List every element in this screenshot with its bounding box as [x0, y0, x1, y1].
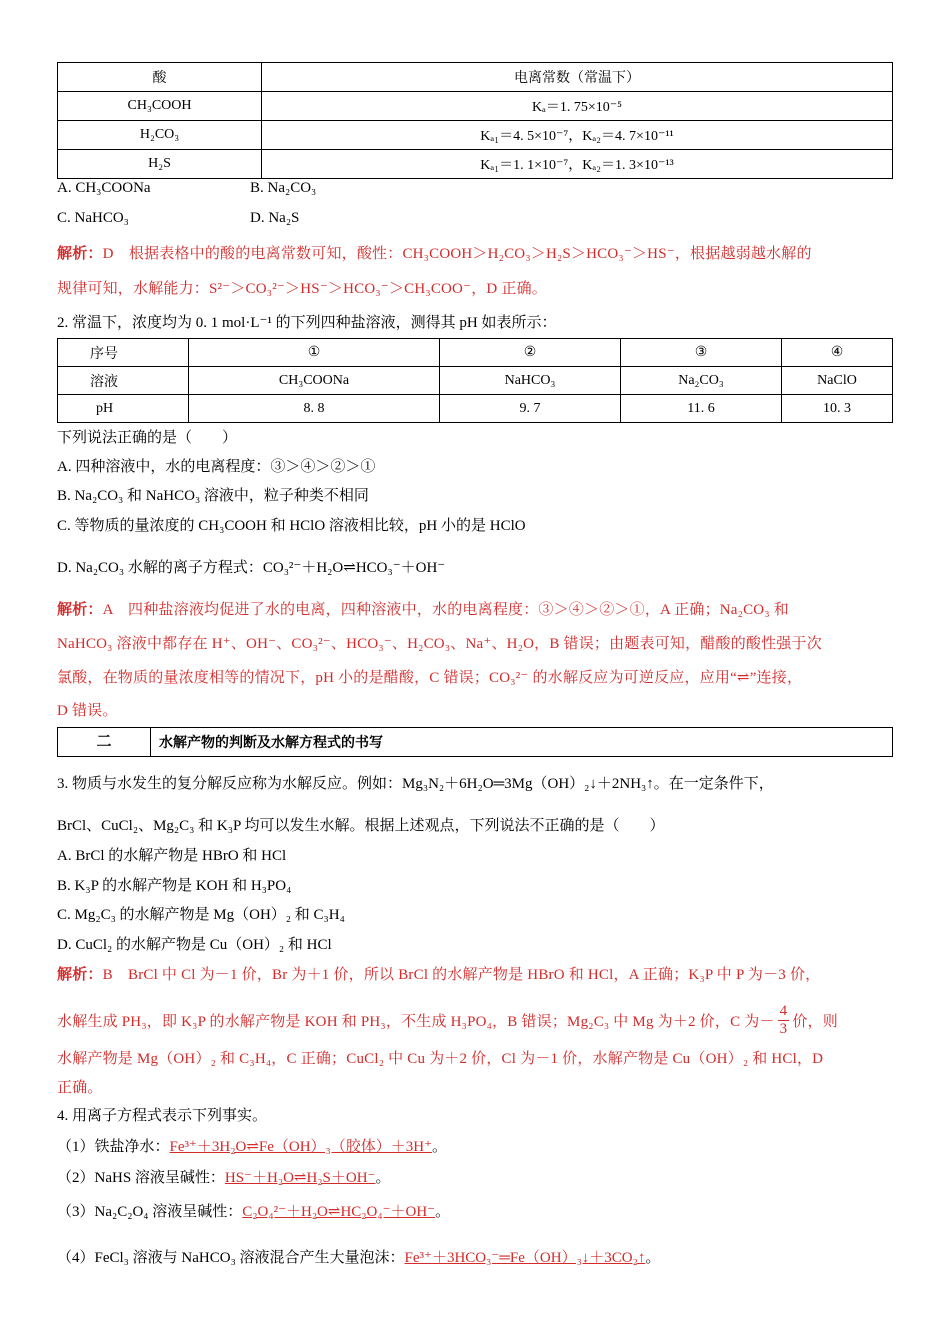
option-d: D. Na₂CO₃ 水解的离子方程式：CO₃²⁻＋H₂O⇌HCO₃⁻＋OH⁻ [57, 560, 446, 576]
q3-stem-line2: BrCl、CuCl₂、Mg₂C₃ 和 K₃P 均可以发生水解。根据上述观点，下列说法不正确的是（ ） [57, 818, 665, 834]
table-cell: Kₐ₁＝1. 1×10⁻⁷，Kₐ₂＝1. 3×10⁻¹³ [262, 150, 893, 179]
option-c: C. NaHCO₃ [57, 210, 129, 226]
table-cell: H₂S [58, 150, 262, 179]
table-cell: ② [440, 339, 621, 367]
acid-constant-table [57, 62, 893, 179]
table-cell: pH [58, 395, 189, 423]
q2-answer-line4: D 错误。 [57, 703, 118, 719]
q4-stem: 4. 用离子方程式表示下列事实。 [57, 1108, 268, 1124]
table-cell: CH₃COOH [58, 92, 262, 121]
answer-equation: Fe³⁺＋3H₂O⇌Fe（OH）₃（胶体）＋3H⁺ [169, 1139, 433, 1155]
option-c: C. 等物质的量浓度的 CH₃COOH 和 HClO 溶液相比较，pH 小的是 HClO [57, 518, 526, 534]
table-header-cell: 电离常数（常温下） [262, 63, 893, 92]
option-b: B. Na₂CO₃ 和 NaHCO₃ 溶液中，粒子种类不相同 [57, 488, 369, 504]
option-a: A. BrCl 的水解产物是 HBrO 和 HCl [57, 848, 287, 864]
option-b: B. K₃P 的水解产物是 KOH 和 H₃PO₄ [57, 878, 292, 894]
table-cell: 序号 [58, 339, 189, 367]
option-c: C. Mg₂C₃ 的水解产物是 Mg（OH）₂ 和 C₃H₄ [57, 907, 345, 923]
q3-answer-line2 [57, 1005, 893, 1040]
q3-answer-line3: 水解产物是 Mg（OH）₂ 和 C₃H₄，C 正确；CuCl₂ 中 Cu 为＋2 价，Cl 为－1 价，水解产物是 Cu（OH）₂ 和 HCl，D [57, 1051, 824, 1067]
table-cell: ④ [782, 339, 893, 367]
section-number: 二 [58, 728, 151, 756]
option-a: A. 四种溶液中，水的电离程度：③＞④＞②＞① [57, 459, 376, 475]
item-label: （3）Na₂C₂O₄ 溶液呈碱性： [57, 1204, 243, 1220]
salt-ph-table [57, 338, 893, 423]
table-cell: Kₐ＝1. 75×10⁻⁵ [262, 92, 893, 121]
answer-text: B BrCl 中 Cl 为－1 价，Br 为＋1 价，所以 BrCl 的水解产物是 HBrO 和 HCl，A 正确；K₃P 中 P 为－3 价， [102, 967, 821, 983]
q1-options-row2 [57, 210, 893, 227]
answer-text: 价，则 [792, 1013, 838, 1030]
q2-stem: 2. 常温下，浓度均为 0. 1 mol·L⁻¹ 的下列四种盐溶液，测得其 pH 如表所示： [57, 315, 557, 331]
table-cell: 10. 3 [782, 395, 893, 423]
table-cell: 9. 7 [440, 395, 621, 423]
q1-answer-line1 [57, 242, 893, 263]
answer-equation: HS⁻＋H₂O⇌H₂S＋OH⁻ [224, 1170, 376, 1186]
period: 。 [645, 1250, 661, 1266]
q3-answer-line1 [57, 963, 893, 984]
q2-answer-line3: 氯酸，在物质的量浓度相等的情况下，pH 小的是醋酸，C 错误；CO₃²⁻ 的水解反应为可逆反应，应用“⇌”连接， [57, 670, 803, 686]
table-cell: Kₐ₁＝4. 5×10⁻⁷，Kₐ₂＝4. 7×10⁻¹¹ [262, 121, 893, 150]
q3-answer-line4: 正确。 [57, 1080, 103, 1096]
item-label: （1）铁盐净水： [57, 1139, 170, 1155]
item-label: （2）NaHS 溶液呈碱性： [57, 1170, 225, 1186]
answer-text: A 四种盐溶液均促进了水的电离，四种溶液中，水的电离程度：③＞④＞②＞①，A 正确；Na₂CO₃ 和 [102, 602, 789, 618]
fraction [778, 1003, 790, 1038]
option-d: D. Na₂S [250, 210, 300, 226]
fraction-numerator: 4 [779, 1003, 788, 1019]
q4-item-2 [57, 1166, 893, 1187]
table-cell: 溶液 [58, 367, 189, 395]
answer-tag: 解析： [57, 967, 103, 983]
q2-answer-line1 [57, 598, 893, 619]
table-cell: CH₃COONa [189, 367, 440, 395]
table-cell: ③ [621, 339, 782, 367]
q2-ask: 下列说法正确的是（ ） [57, 430, 238, 446]
table-cell: NaClO [782, 367, 893, 395]
option-b: B. Na₂CO₃ [250, 180, 317, 196]
q2-answer-line2: NaHCO₃ 溶液中都存在 H⁺、OH⁻、CO₃²⁻、HCO₃⁻、H₂CO₃、Na⁺、H₂O，B 错误；由题表可知，醋酸的酸性强于次 [57, 636, 822, 652]
q3-stem-line1: 3. 物质与水发生的复分解反应称为水解反应。例如：Mg₃N₂＋6H₂O═3Mg（OH）₂↓＋2NH₃↑。在一定条件下， [57, 776, 774, 792]
period: 。 [432, 1139, 448, 1155]
answer-text: 规律可知，水解能力：S²⁻＞CO₃²⁻＞HS⁻＞HCO₃⁻＞CH₃COO⁻，D 正确。 [57, 281, 547, 297]
answer-text: 水解生成 PH₃，即 K₃P 的水解产物是 KOH 和 PH₃，不生成 H₃PO₄，B 错误；Mg₂C₃ 中 Mg 为＋2 价，C 为－ [57, 1013, 775, 1030]
table-cell: H₂CO₃ [58, 121, 262, 150]
table-header-cell: 酸 [58, 63, 262, 92]
table-cell: 8. 8 [189, 395, 440, 423]
period: 。 [375, 1170, 391, 1186]
q4-item-4 [57, 1246, 893, 1267]
item-label: （4）FeCl₃ 溶液与 NaHCO₃ 溶液混合产生大量泡沫： [57, 1250, 405, 1266]
option-a: A. CH₃COONa [57, 180, 151, 196]
answer-tag: 解析： [57, 602, 103, 618]
table-cell: Na₂CO₃ [621, 367, 782, 395]
table-cell: 11. 6 [621, 395, 782, 423]
section-title: 水解产物的判断及水解方程式的书写 [159, 735, 383, 751]
section-header [57, 727, 893, 757]
answer-equation: C₂O₄²⁻＋H₂O⇌HC₂O₄⁻＋OH⁻ [242, 1204, 436, 1220]
answer-text: D 根据表格中的酸的电离常数可知，酸性：CH₃COOH＞H₂CO₃＞H₂S＞HCO₃⁻＞HS⁻，根据越弱越水解的 [102, 246, 812, 262]
fraction-denominator: 3 [779, 1021, 788, 1037]
answer-tag: 解析： [57, 246, 103, 262]
q1-answer-line2 [57, 277, 893, 298]
q4-item-3 [57, 1200, 893, 1221]
answer-equation: Fe³⁺＋3HCO₃⁻═Fe（OH）₃↓＋3CO₂↑ [404, 1250, 646, 1266]
period: 。 [435, 1204, 451, 1220]
table-cell: ① [189, 339, 440, 367]
table-cell: NaHCO₃ [440, 367, 621, 395]
q1-options-row1 [57, 180, 893, 197]
q4-item-1 [57, 1135, 893, 1156]
option-d: D. CuCl₂ 的水解产物是 Cu（OH）₂ 和 HCl [57, 937, 332, 953]
